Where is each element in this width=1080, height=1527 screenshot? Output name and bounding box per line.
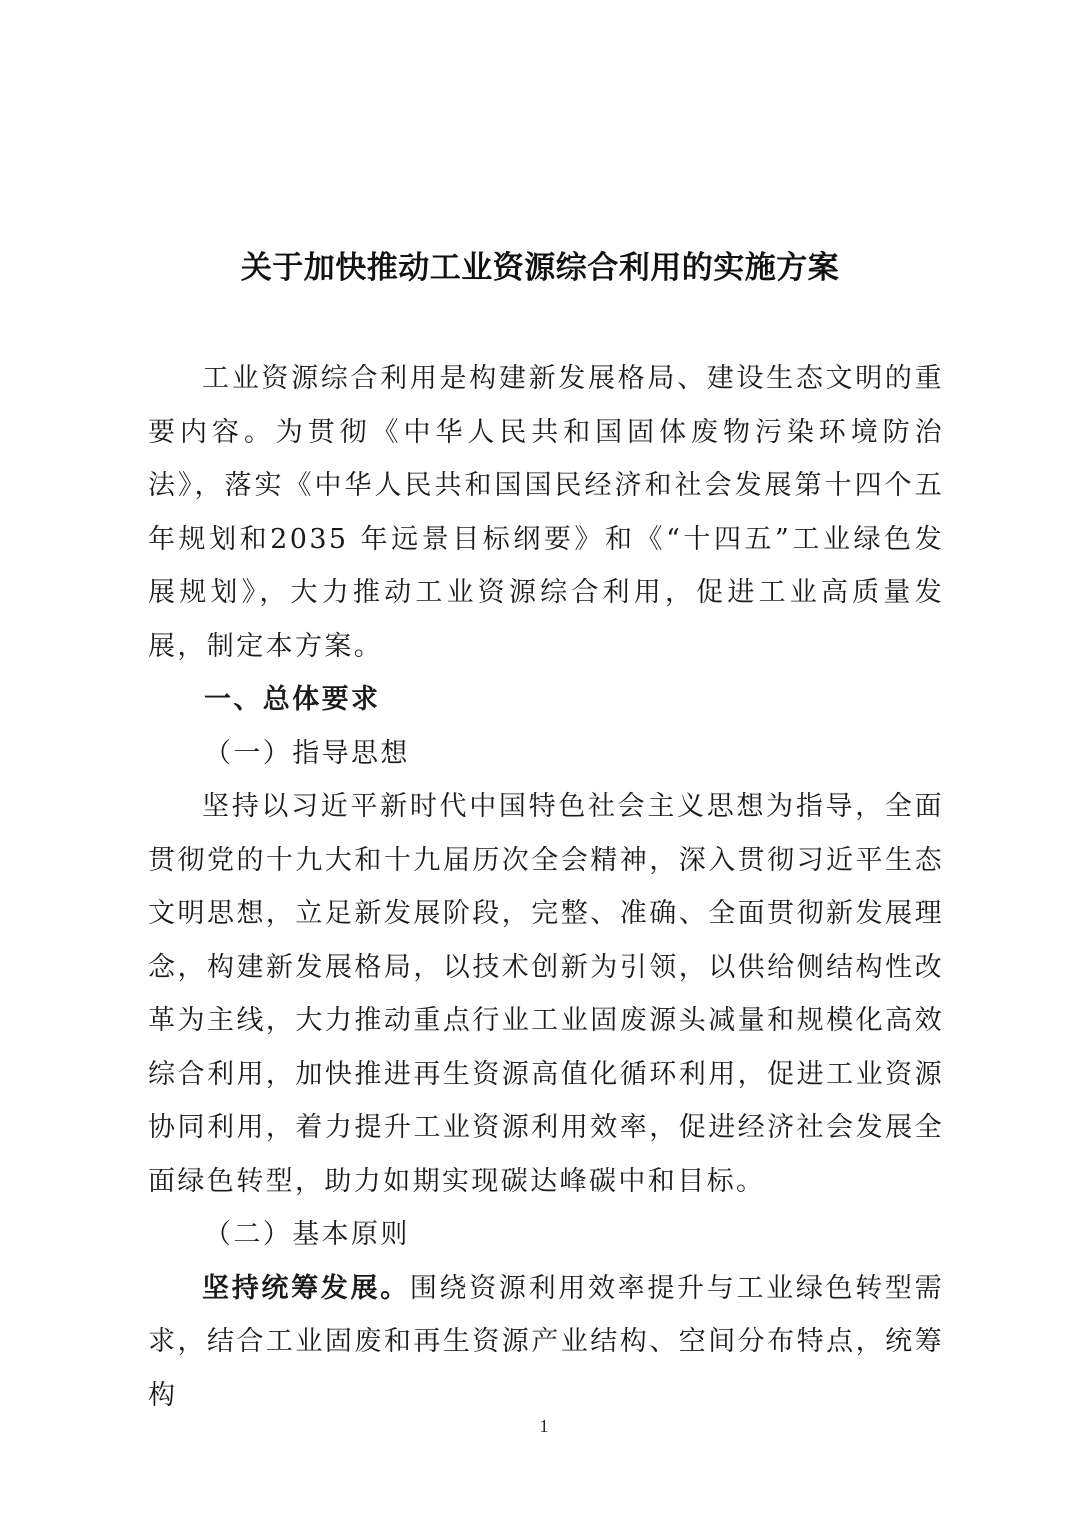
intro-paragraph: 工业资源综合利用是构建新发展格局、建设生态文明的重要内容。为贯彻《中华人民共和国固体废物污染环境防治法》，落实《中华人民共和国国民经济和社会发展第十四个五年规划和2035 年远景目标纲要》和《“十四五”工业绿色发展规划》，大力推动工业资源综合利用，促进工业高质量发展，制定本方案。 (148, 363, 944, 662)
section-heading-general-requirements: 一、总体要求 (204, 684, 381, 715)
principle-paragraph (148, 1262, 944, 1423)
subsection-heading-guiding-ideology: （一）指导思想 (204, 737, 410, 769)
document-title: 关于加快推动工业资源综合利用的实施方案 (240, 250, 840, 286)
principle-text: 围绕资源利用效率提升与工业绿色转型需求，结合工业固废和再生资源产业结构、空间分布特点，统筹构 (148, 1272, 944, 1411)
subsection-heading-basic-principles: （二）基本原则 (204, 1219, 410, 1250)
page-number: 1 (539, 1416, 549, 1436)
document-body (148, 352, 944, 1422)
guiding-ideology-paragraph: 坚持以习近平新时代中国特色社会主义思想为指导，全面贯彻党的十九大和十九届历次全会精神，深入贯彻习近平生态文明思想，立足新发展阶段，完整、准确、全面贯彻新发展理念，构建新发展格局，以技术创新为引领，以供给侧结构性改革为主线，大力推动重点行业工业固废源头减量和规模化高效综合利用，加快推进再生资源高值化循环利用，促进工业资源协同利用，着力提升工业资源利用效率，促进经济社会发展全面绿色转型，助力如期实现碳达峰碳中和目标。 (148, 791, 944, 1197)
principle-lead: 坚持统筹发展。 (202, 1272, 410, 1304)
